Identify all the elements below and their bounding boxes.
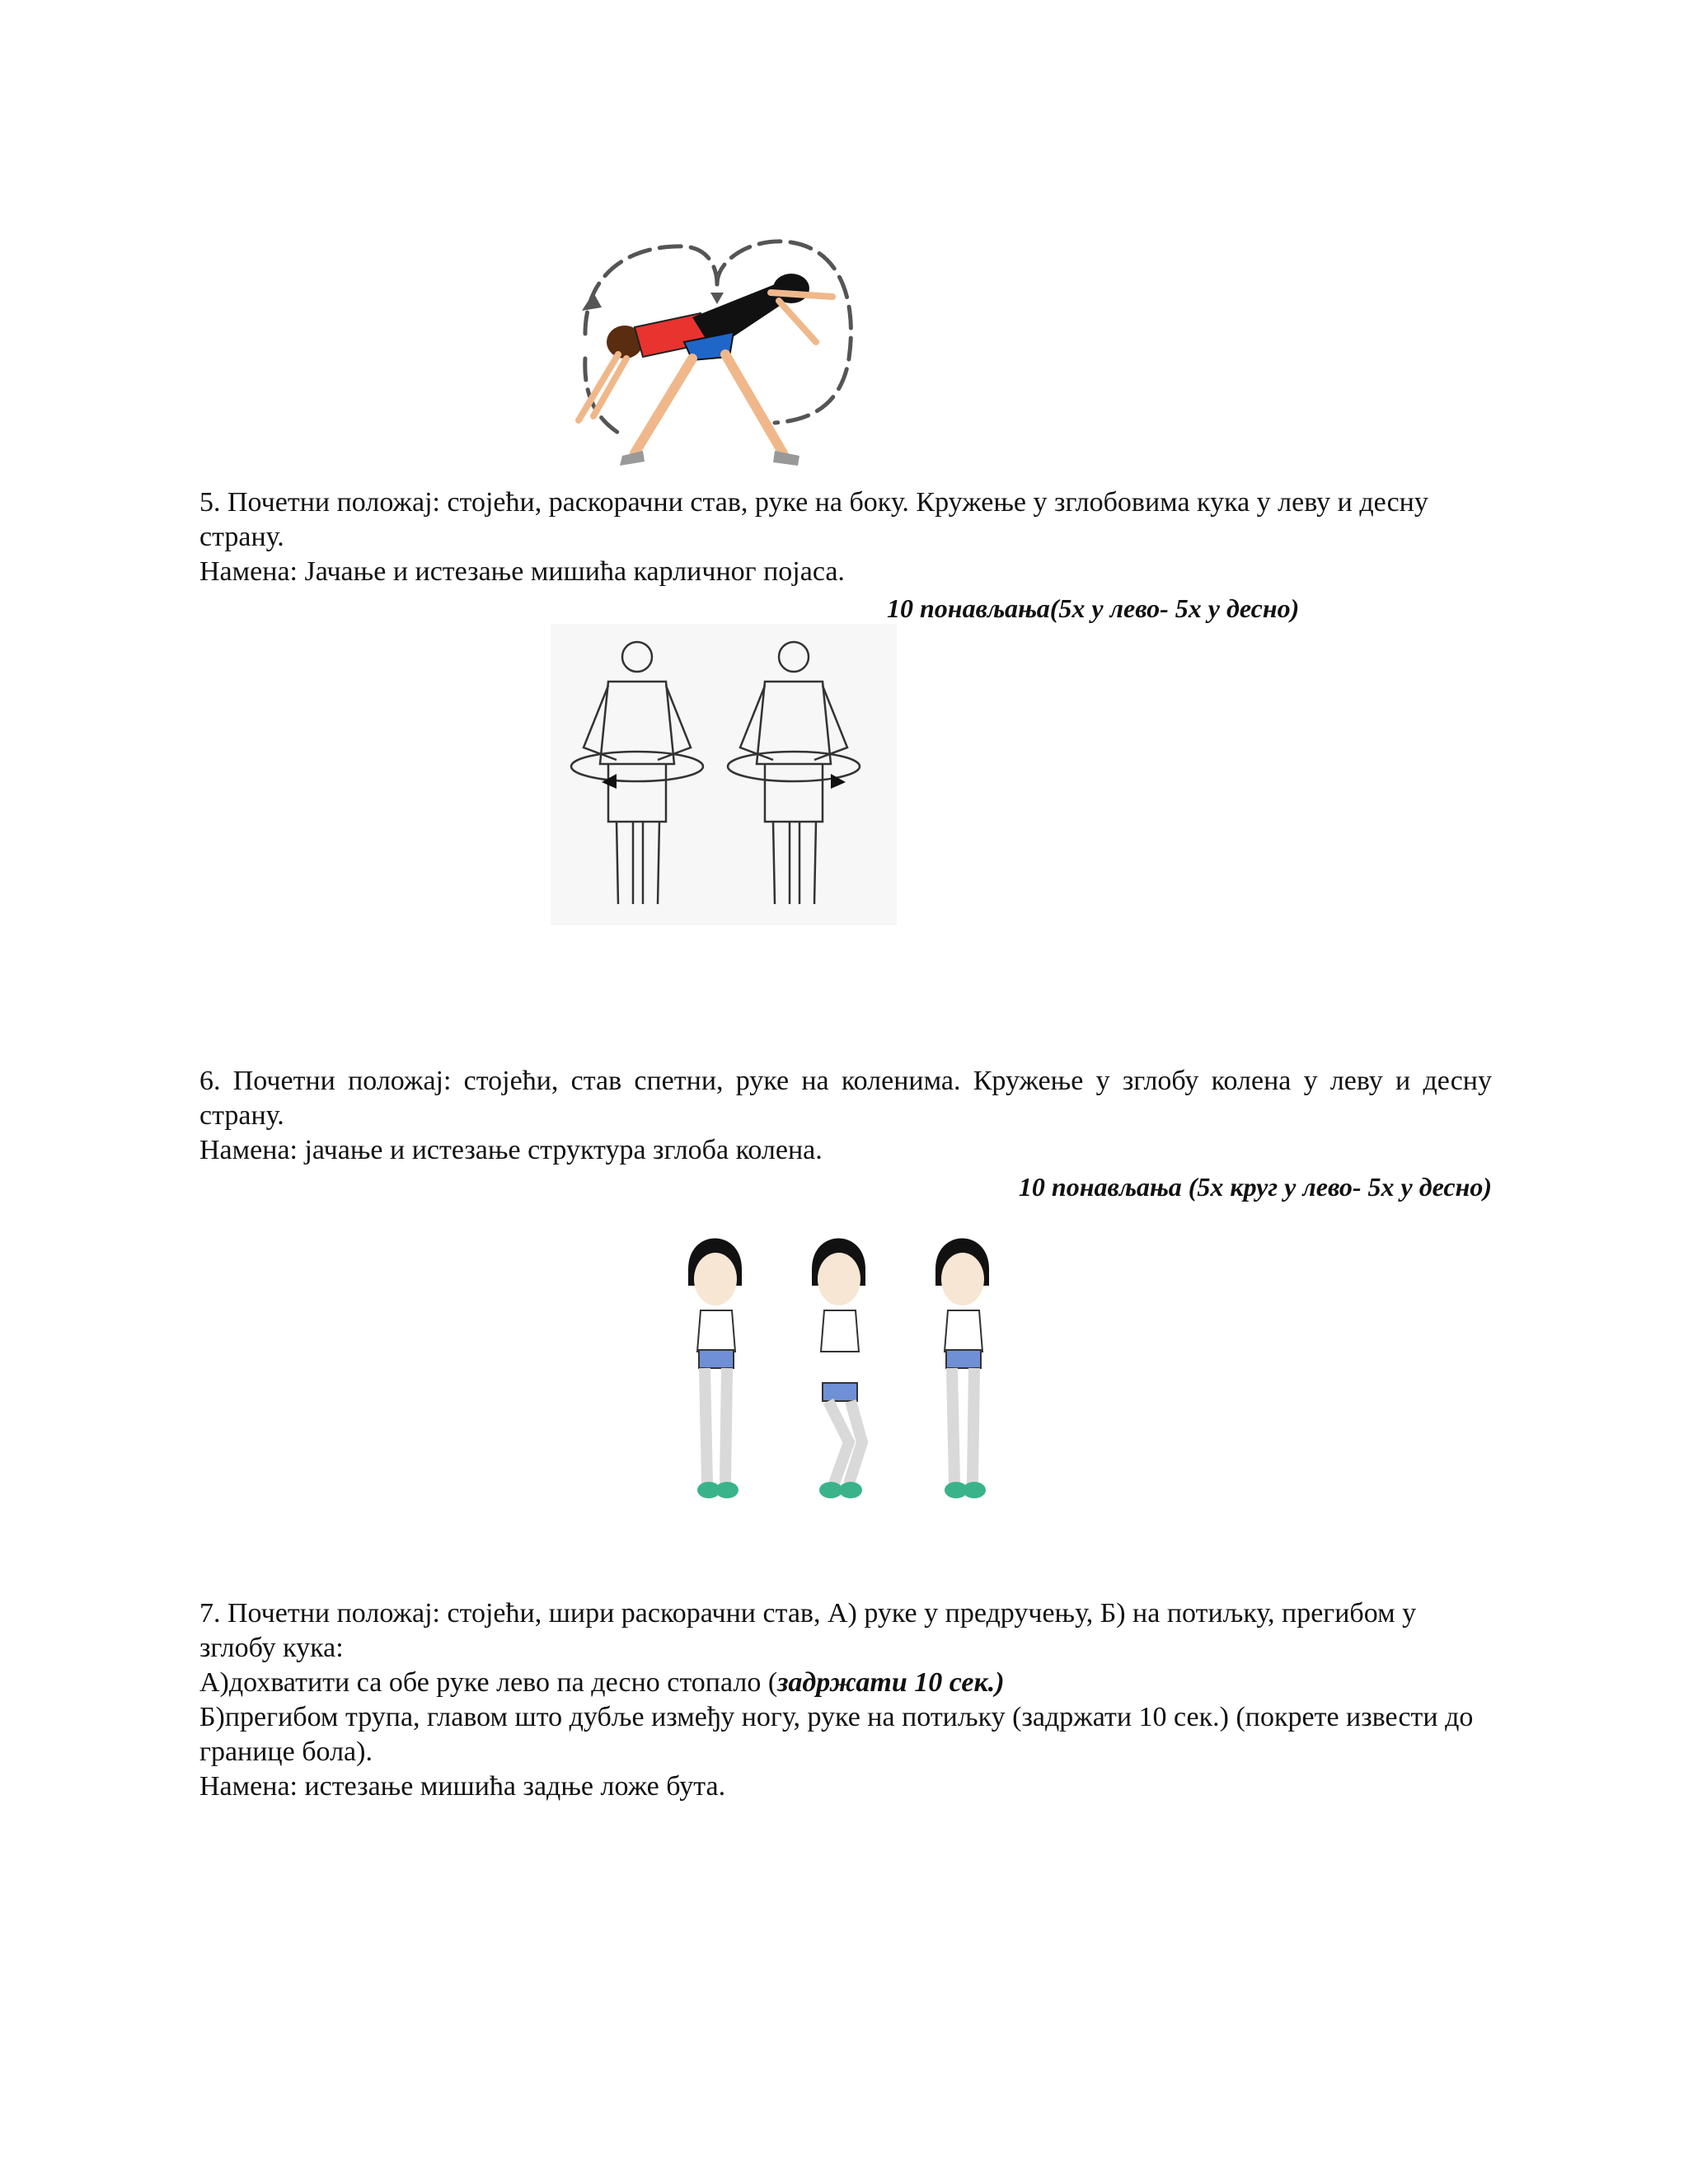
exercise-5-description: 5. Почетни положај: стојећи, раскорачни став, руке на боку. Кружење у зглобовима кука у леву и десну страну. <box>199 487 1428 552</box>
exercise-6-description: 6. Почетни положај: стојећи, став спетни, руке на коленима. Кружење у зглобу колена у леву и десну страну. <box>199 1066 1492 1131</box>
exercise-5-repetitions: 10 понављања(5х у лево- 5х у десно) <box>887 593 1300 623</box>
exercise-6-repetitions: 10 понављања (5х круг у лево- 5х у десно) <box>1018 1172 1492 1202</box>
exercise-7-purpose: Намена: истезање мишића задње ложе бута. <box>199 1771 726 1802</box>
hip-circle-illustration <box>551 624 897 926</box>
exercise-7-line-1: 7. Почетни положај: стојећи, шири раскорачни став, А) руке у предручењу, Б) на потиљку, прегибом у зглобу кука: <box>199 1598 1417 1663</box>
exercise-7-line-3: Б)прегибом трупа, главом што дубље између ногу, руке на потиљку (задржати 10 сек.) (покрете извести до границе бола). <box>199 1702 1474 1767</box>
exercise-7-line-2 <box>199 1666 1492 1700</box>
trunk-circle-illustration <box>569 235 865 474</box>
knee-circle-illustration <box>659 1220 1030 1533</box>
exercise-5-purpose: Намена: Јачање и истезање мишића карличног појаса. <box>199 556 845 587</box>
exercise-7-line-2-a: А)дохватити са обе руке лево па десно стопало ( <box>199 1667 778 1698</box>
exercise-7-hold-emphasis: задржати 10 сек.) <box>777 1667 1005 1698</box>
exercise-6-purpose: Намена: јачање и истезање структура зглоба колена. <box>199 1135 823 1165</box>
